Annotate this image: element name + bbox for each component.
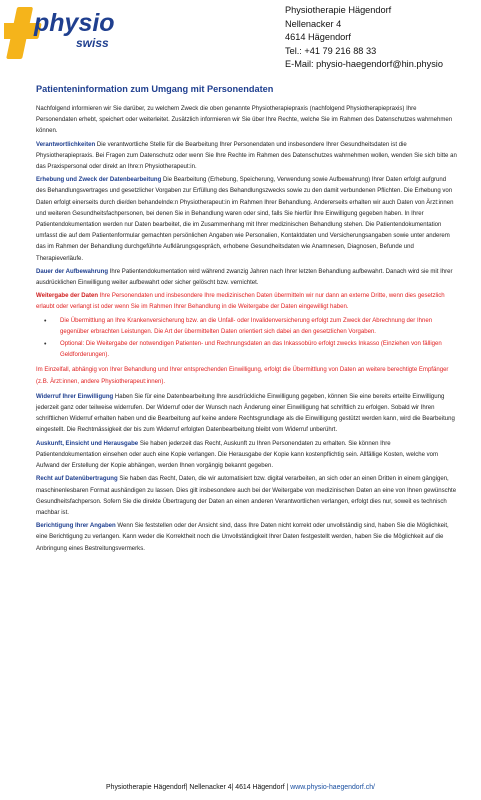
responsibility-paragraph [36, 140, 457, 174]
revoke-text: Haben Sie für eine Datenbearbeitung Ihre ausdrückliche Einwilligung gegeben, können Sie eine bereits erteilte Einwilligung jederzeit ganz oder teilweise widerrufen. Der Widerruf oder der Wunsch nach Änderung einer Einwilligung hat schriftlich zu erfolgen. Sobald wir Ihren schriftlichen Widerruf erhalten haben und die Bearbeitung auf keine andere Rechtsgrundlage als die Einwilligung gestützt werden kann, wird die Bearbeitung eingestellt. Die Rechtmässigkeit der bis zum Widerruf erfolgten Datenbearbeitung bleibt vom Widerruf unberührt. [36, 393, 455, 434]
physio-swiss-logo [4, 3, 154, 65]
responsibility-text: Die verantwortliche Stelle für die Bearbeitung Ihrer Personendaten und insbesondere Ihrer Gesundheitsdaten ist die Physiotherapiepraxis. Bei Fragen zum Datenschutz oder wenn Sie Ihre Rechte im Rahmen des Datenschutzes wahrnehmen wollen, wenden Sie sich bitte an das Praxispersonal oder direkt an Ihre:n Physiotherapeut:in. [36, 141, 457, 171]
bullet-text-insurance: Die Übermittlung an Ihre Krankenversicherung bzw. an die Unfall- oder Invalidenversicherung erfolgt zum Zweck der Abrechnung der Ihnen gegenüber erbrachten Leistungen. Die Art der übermittelten Daten orientiert sich dabei an den gesetzlichen Vorgaben. [60, 317, 433, 335]
transfer-paragraph [36, 291, 457, 313]
transfer-note: Im Einzelfall, abhängig von Ihrer Behandlung und Ihrer entsprechenden Einwilligung, erfolgt die Übermittlung von Daten an weitere berechtigte Empfänger (z.B. Ärzt:innen, andere Physiotherapeut:innen). [36, 367, 449, 385]
purpose-paragraph [36, 175, 457, 265]
address-line-street: Nellenacker 4 [285, 18, 342, 29]
duration-text: Ihre Patientendokumentation wird während zwanzig Jahren nach Ihrer letzten Behandlung aufbewahrt. Danach wird sie mit Ihrer ausdrücklichen Einwilligung weiter aufbewahrt oder sicher gelöscht bzw. vernichtet. [36, 268, 453, 287]
bullet-text-collection: Optional: Die Weitergabe der notwendigen Patienten- und Rechnungsdaten an das Inkassobüro erfolgt zwecks Inkasso (Einziehen von fälligen Geldforderungen). [60, 341, 442, 359]
footer-address: Physiotherapie Hägendorf| Nellenacker 4| 4614 Hägendorf | [106, 784, 291, 791]
portability-text: Sie haben das Recht, Daten, die wir automatisiert bzw. digital verarbeiten, an sich oder an einen Dritten in einem gängigen, maschinenlesbaren Format aushändigen zu lassen. Dies gilt insbesondere auch bei der Weitergabe von medizinischen Daten an eine von Ihnen gewünschte Gesundheitsfachperson. Sofern Sie die direkte Übertragung der Daten an einen anderen Verantwortlichen verlangen, erfolgt dies nur, soweit es technisch machbar ist. [36, 476, 457, 516]
transfer-text: Ihre Personendaten und insbesondere Ihre medizinischen Daten übermitteln wir nur dann an externe Dritte, wenn dies gesetzlich erlaubt oder verlangt ist oder wenn Sie im Rahmen Ihrer Behandlung in die Weitergabe der Daten eingewilligt haben. [36, 293, 445, 311]
transfer-heading: Weitergabe der Daten [36, 293, 99, 300]
correction-heading: Berichtigung Ihrer Angaben [36, 523, 116, 530]
address-line-email: E-Mail: physio-haegendorf@hin.physio [285, 59, 443, 70]
footer-website-link[interactable]: www.physio-haegendorf.ch/ [290, 784, 375, 791]
purpose-text: Die Bearbeitung (Erhebung, Speicherung, Verwendung sowie Aufbewahrung) Ihrer Daten erfolgt aufgrund des Behandlungsvertrages und gesetzlicher Vorgaben zur Erfüllung des Behandlungszwecks sowie zu den damit verbundenen Pflichten. Die Erhebung von Daten erfolgt einerseits durch die/den behandelnde:n Physiotherapeut:in im Rahmen Ihrer Behandlung. Andererseits erhalten wir auch Daten von Ärzt:innen und weiteren Gesundheitsfachpersonen, bei denen Sie in Behandlung waren oder sind, falls Sie hierfür Ihre Einwilligung gegeben haben. In Ihrer Patientendokumentation werden nur Daten bearbeitet, die im Zusammenhang mit Ihrer medizinischen Behandlung stehen. Die Patientendokumentation umfasst die auf dem Patientenformular gemachten persönlichen Angaben wie Personalien, Kontaktdaten und Versicherungsangaben sowie unter anderem das im Rahmen der Behandlung durchgeführte Aufklärungsgespräch, erhobene Gesundheitsdaten wie Anamnesen, Diagnosen, Befunde und Therapieverläufe. [36, 177, 454, 262]
address-line-city: 4614 Hägendorf [285, 32, 351, 43]
purpose-heading: Erhebung und Zweck der Datenbearbeitung [36, 177, 162, 184]
list-item [42, 316, 457, 338]
practice-address [285, 4, 443, 72]
revoke-paragraph [36, 392, 457, 437]
logo-name: physio [34, 9, 115, 37]
portability-paragraph [36, 474, 457, 519]
correction-paragraph [36, 521, 457, 555]
info-heading: Auskunft, Einsicht und Herausgabe [36, 440, 139, 447]
page-title: Patienteninformation zum Umgang mit Personendaten [36, 84, 274, 94]
duration-paragraph [36, 267, 457, 289]
transfer-bullet-list [42, 316, 457, 362]
page-footer [0, 784, 481, 791]
document-body [36, 84, 457, 557]
list-item [42, 339, 457, 361]
revoke-heading: Widerruf Ihrer Einwilligung [36, 393, 114, 400]
info-paragraph [36, 439, 457, 473]
info-text: Sie haben jederzeit das Recht, Auskunft zu Ihren Personendaten zu erhalten. Sie können Ihre Patientendokumentation einsehen oder auch eine Kopie verlangen. Die Herausgabe der Kopie kann kostenpflichtig sein. Allfällige Kosten, welche vom Aufwand der Erstellung der Kopie abhängen, werden Ihnen vorgängig bekannt gegeben. [36, 440, 439, 470]
correction-text: Wenn Sie feststellen oder der Ansicht sind, dass Ihre Daten nicht korrekt oder unvollständig sind, haben Sie die Möglichkeit, eine Berichtigung zu verlangen. Kann weder die Korrektheit noch die Unvollständigkeit Ihrer Daten festgestellt werden, haben Sie die Möglichkeit auf die Anbringung eines Bestreitungsvermerks. [36, 523, 449, 552]
logo-sub: swiss [76, 36, 109, 50]
duration-heading: Dauer der Aufbewahrung [36, 268, 109, 275]
bullet-icon: • [44, 341, 47, 349]
portability-heading: Recht auf Datenübertragung [36, 476, 118, 483]
responsibility-heading: Verantwortlichkeiten [36, 141, 96, 148]
address-line-name: Physiotherapie Hägendorf [285, 5, 392, 15]
intro-paragraph: Nachfolgend informieren wir Sie darüber, zu welchem Zweck die oben genannte Physiotherapiepraxis (nachfolgend Physiotherapiepraxis) Ihre Personendaten erhebt, speichert oder weiterleitet. Zusätzlich informieren wir Sie über Ihre Rechte, welche Sie im Rahmen des Datenschutzes wahrnehmen können. [36, 106, 453, 135]
address-line-phone: Tel.: +41 79 216 88 33 [285, 45, 377, 56]
bullet-icon: • [44, 317, 47, 325]
